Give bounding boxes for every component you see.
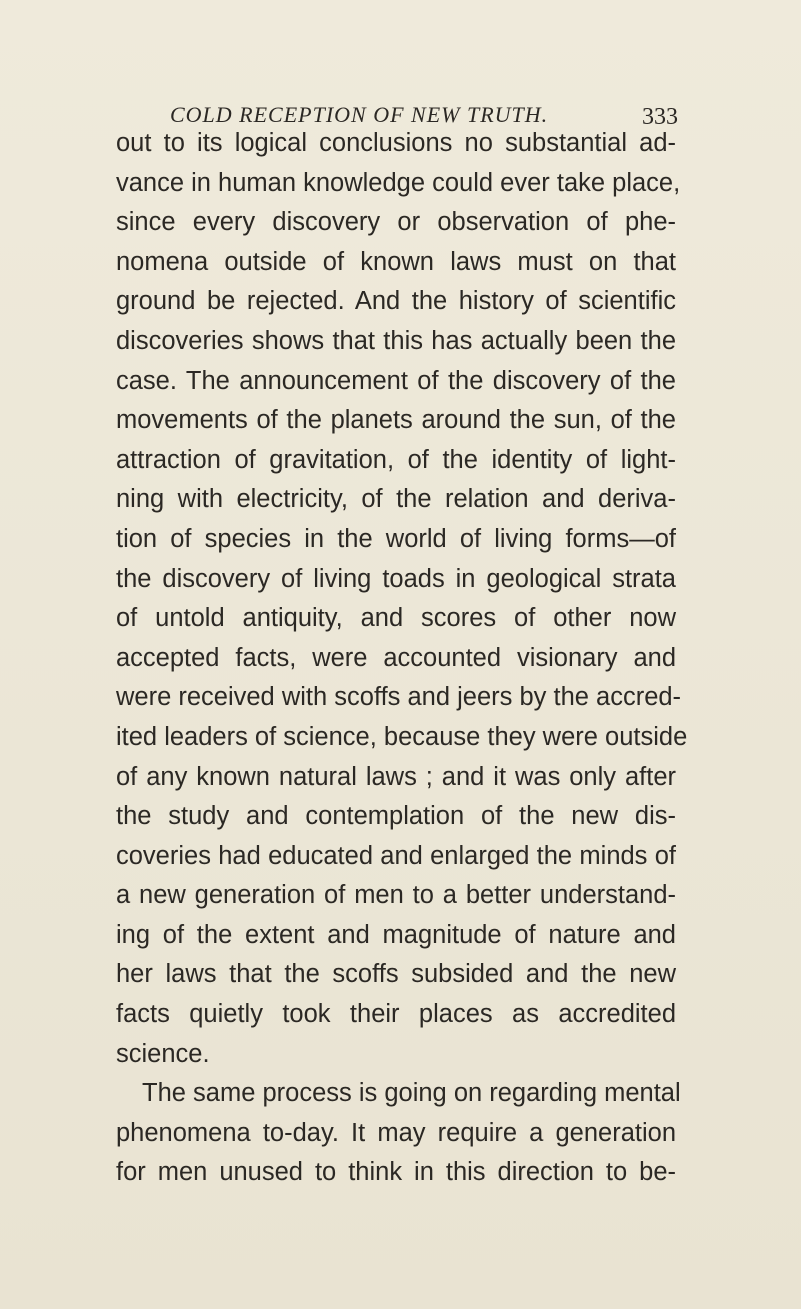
text-line: since every discovery or observation of phe- — [116, 208, 676, 237]
text-line: coveries had educated and enlarged the minds of — [116, 841, 676, 870]
paragraph-end-line: science. — [116, 1039, 210, 1068]
text-line: her laws that the scoffs subsided and the new — [116, 960, 676, 989]
text-line: attraction of gravitation, of the identity of light- — [116, 445, 676, 474]
text-line: phenomena to-day. It may require a generation — [116, 1118, 676, 1147]
text-line: tion of species in the world of living forms—of — [116, 524, 676, 553]
text-line: for men unused to think in this direction to be- — [116, 1158, 676, 1187]
text-line: of any known natural laws ; and it was only after — [116, 762, 676, 791]
running-head: COLD RECEPTION OF NEW TRUTH. — [170, 102, 549, 127]
text-line: ning with electricity, of the relation and deriva- — [116, 485, 676, 514]
text-line: accepted facts, were accounted visionary and — [116, 643, 676, 672]
text-line: discoveries shows that this has actually been the — [116, 326, 676, 355]
body-text — [116, 124, 688, 1193]
paragraph-start-line: The same process is going on regarding mental — [142, 1079, 681, 1108]
text-line: the discovery of living toads in geological strata — [116, 564, 676, 593]
text-line: of untold antiquity, and scores of other now — [116, 604, 676, 633]
text-line: case. The announcement of the discovery of the — [116, 366, 676, 395]
text-line: ited leaders of science, because they were outside — [116, 722, 688, 751]
text-line: out to its logical conclusions no substantial ad- — [116, 129, 676, 157]
text-line: a new generation of men to a better understand- — [116, 881, 676, 910]
text-line: ing of the extent and magnitude of nature and — [116, 920, 676, 949]
text-line: vance in human knowledge could ever take place, — [116, 168, 681, 197]
text-line: nomena outside of known laws must on that — [116, 247, 676, 276]
text-line: movements of the planets around the sun, of the — [116, 406, 676, 435]
text-line: facts quietly took their places as accredited — [116, 1000, 676, 1029]
text-line: the study and contemplation of the new dis- — [116, 802, 676, 831]
page-number: 333 — [642, 104, 678, 130]
text-line: ground be rejected. And the history of scientific — [116, 287, 676, 316]
text-line: were received with scoffs and jeers by the accred- — [116, 683, 682, 712]
